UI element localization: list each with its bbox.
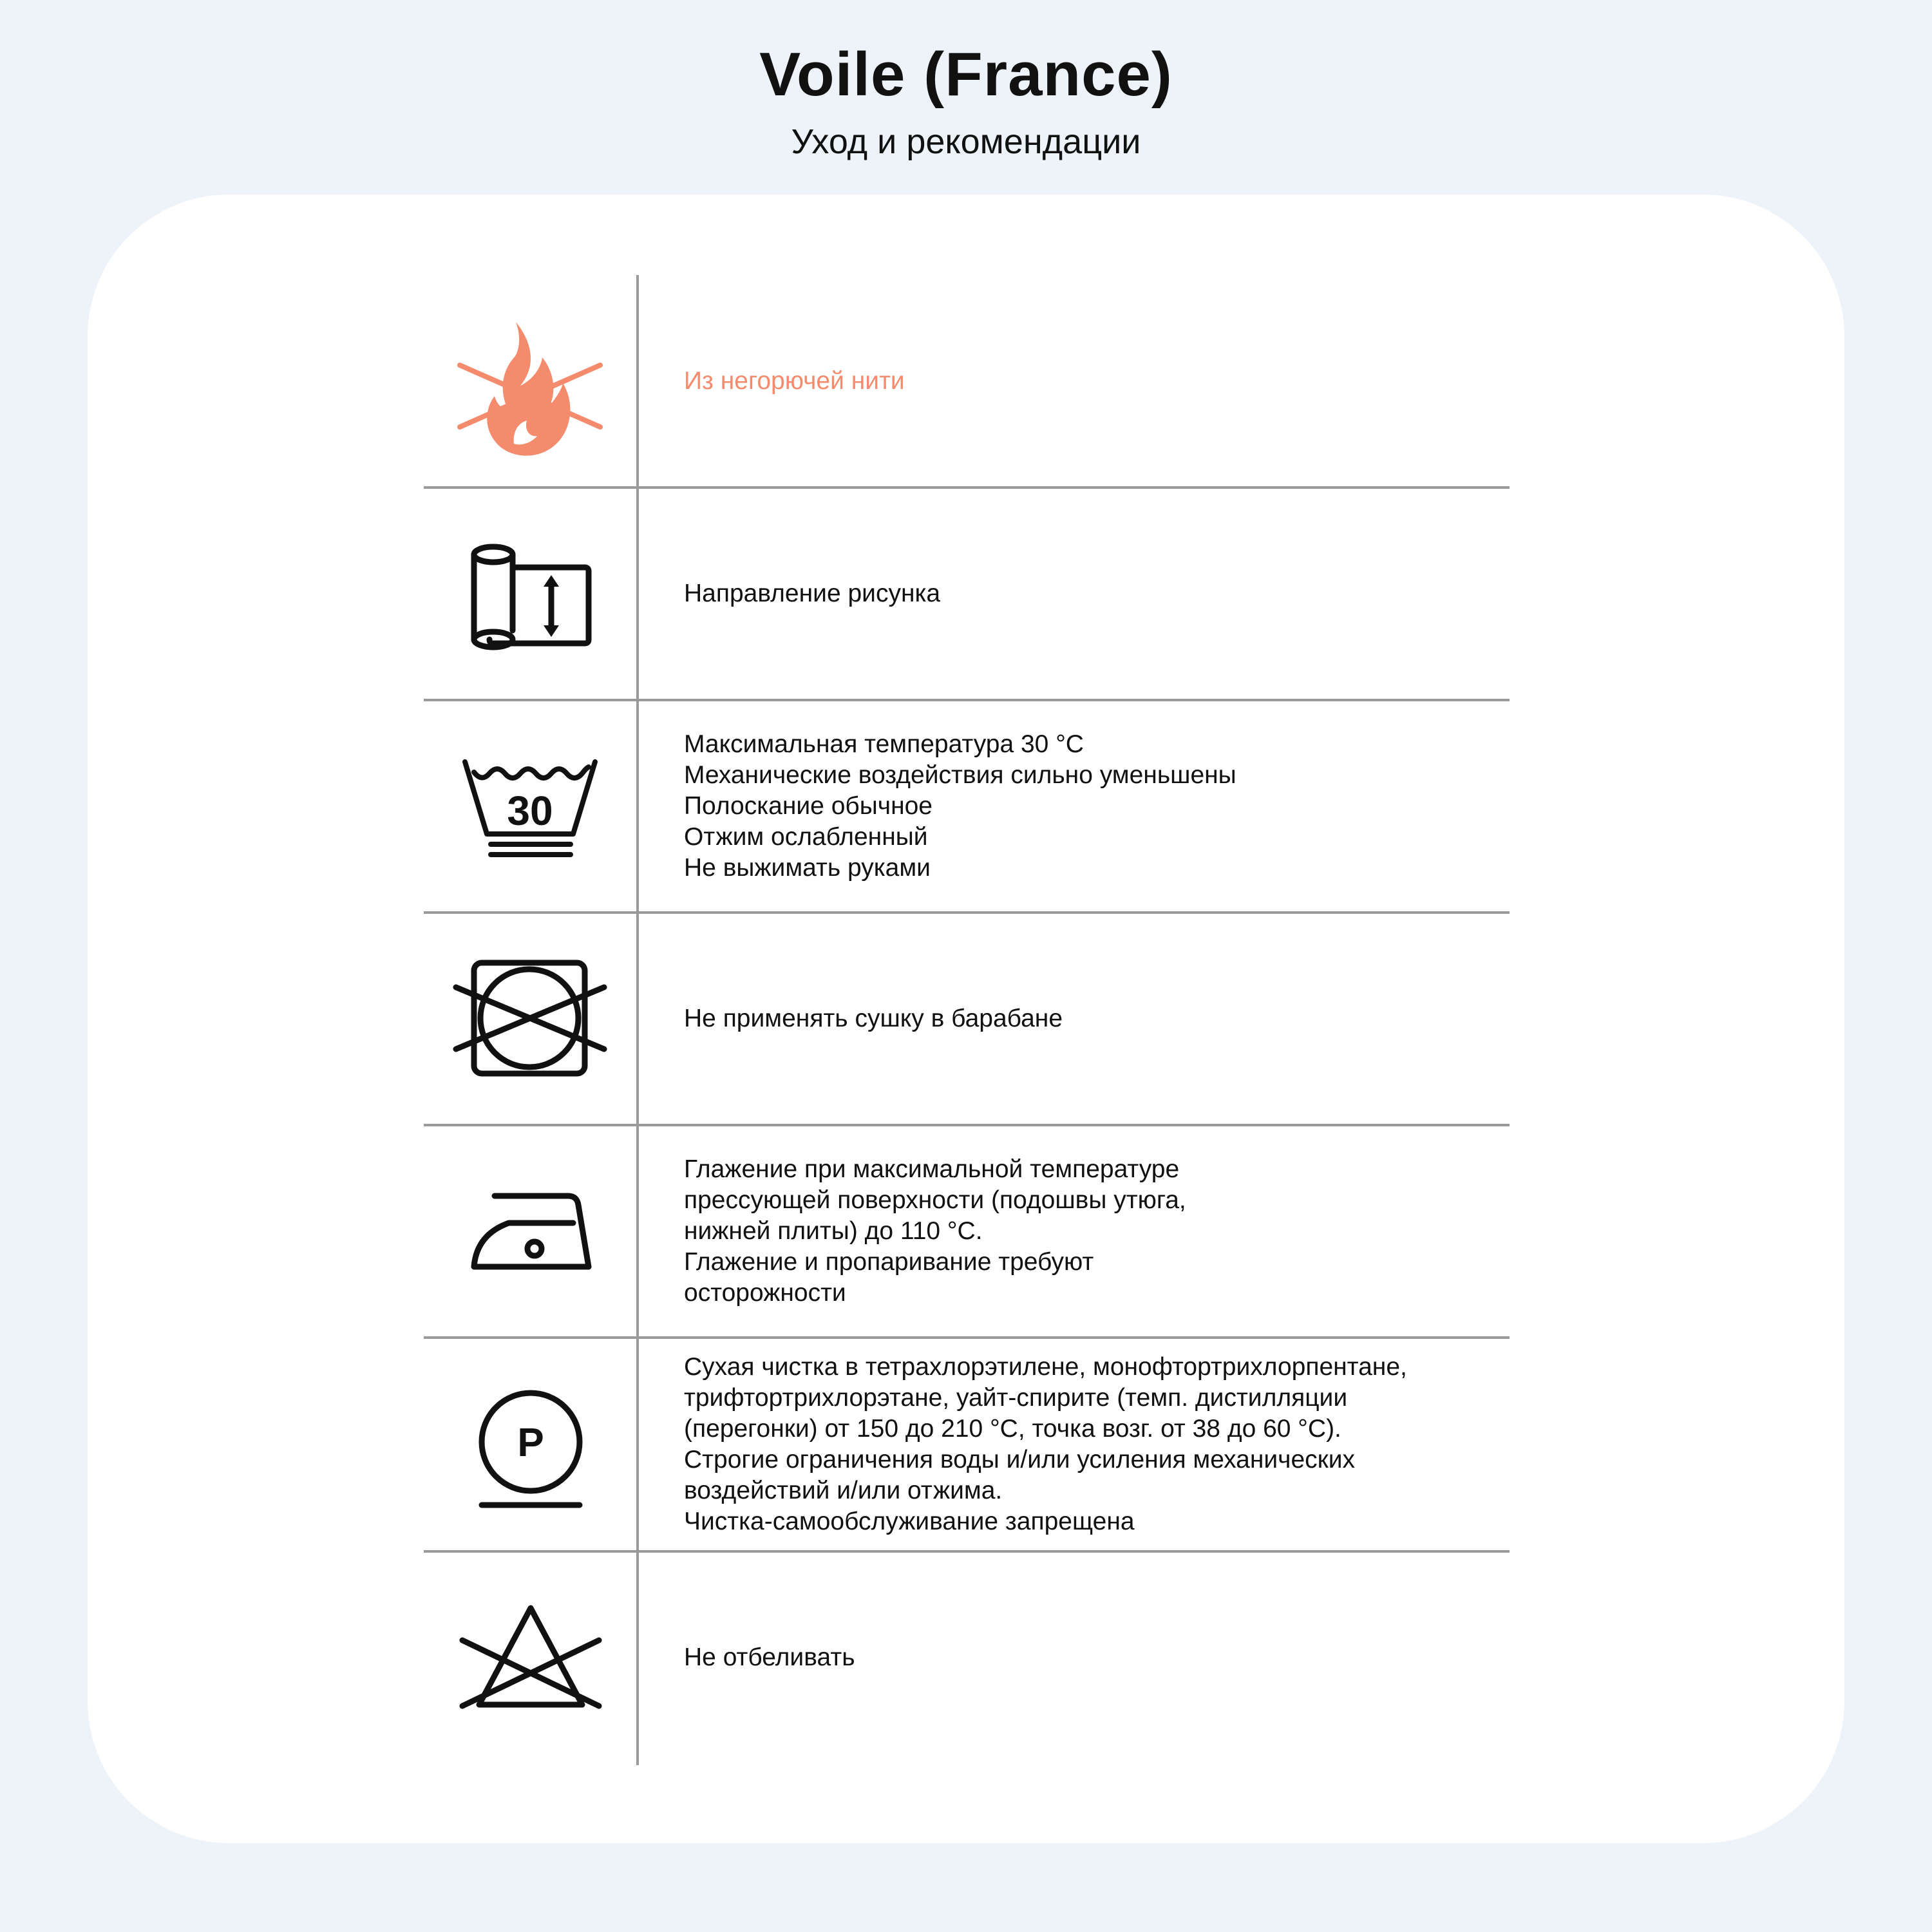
care-row-iron (424, 1125, 1510, 1338)
care-row-dryclean (424, 1338, 1510, 1551)
care-text-iron: Глажение при максимальной температуре прессующей поверхности (подошвы утюга, нижней плиты) до 110 °C. Глажение и пропаривание требуют осторожности (684, 1155, 1186, 1307)
care-text-fire: Из негорючей нити (684, 367, 905, 395)
dry-clean-letter: P (517, 1421, 544, 1465)
pattern-direction-icon (424, 488, 636, 700)
iron-low-icon (424, 1125, 636, 1338)
care-table (424, 275, 1510, 1764)
care-text-dry: Не применять сушку в барабане (684, 1005, 1063, 1032)
no-bleach-icon (424, 1551, 636, 1764)
care-row-fire (424, 275, 1510, 488)
care-row-dry (424, 913, 1510, 1125)
care-row-pattern (424, 488, 1510, 700)
page-title: Voile (France) (759, 40, 1173, 109)
care-row-wash (424, 700, 1510, 913)
wash-30-icon (424, 700, 636, 913)
care-row-bleach (424, 1551, 1510, 1764)
no-fire-icon (424, 275, 636, 488)
care-text-bleach: Не отбеливать (684, 1643, 855, 1671)
care-text-dryclean: Сухая чистка в тетрахлорэтилене, монофтортрихлорпентане, трифтортрихлорэтане, уайт-спирите (темп. дистилляции (перегонки) от 150 до 210 °C, точка возг. от 38 до 60 °C). Строгие ограничения воды и/или усиления механических воздействий и/или отжима. Чистка-самообслуживание запрещена (684, 1353, 1407, 1535)
care-text-pattern: Направление рисунка (684, 580, 941, 607)
care-text-wash: Максимальная температура 30 °C Механические воздействия сильно уменьшены Полоскание обычное Отжим ослабленный Не выжимать руками (684, 730, 1236, 882)
page-subtitle: Уход и рекомендации (791, 122, 1141, 161)
wash-temperature-label: 30 (507, 788, 553, 834)
no-tumble-dry-icon (424, 913, 636, 1125)
dry-clean-p-icon (424, 1338, 636, 1550)
